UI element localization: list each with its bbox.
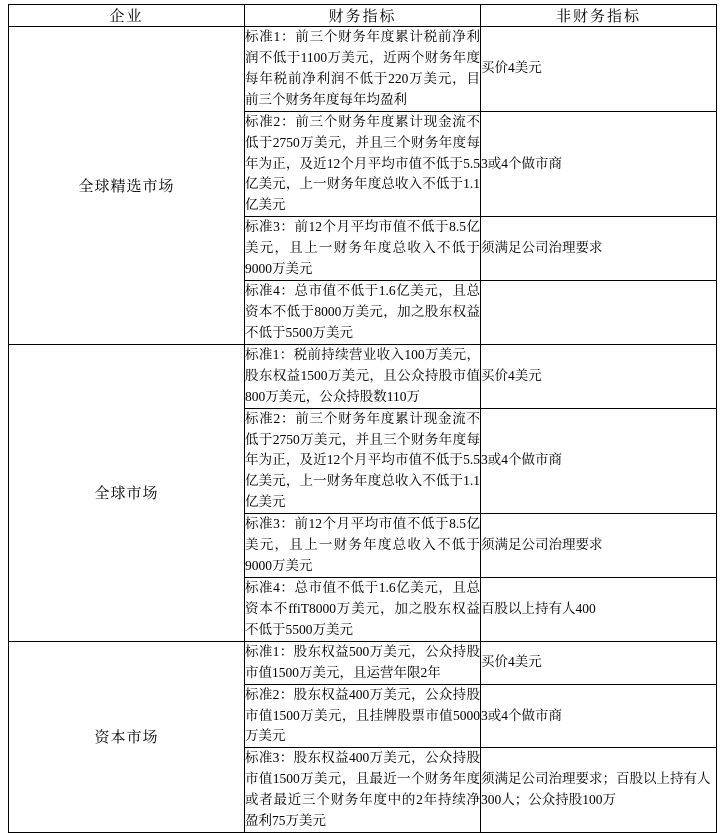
- nonfinancial-cell: 须满足公司治理要求: [481, 217, 717, 281]
- nonfinancial-cell: [481, 281, 717, 345]
- header-financial-label: 财务指标: [328, 9, 397, 25]
- listing-requirements-table: [8, 4, 717, 833]
- table-row: [9, 641, 717, 684]
- nonfinancial-cell: 3或4个做市商: [481, 684, 717, 748]
- table-header-row: [9, 5, 717, 27]
- header-nonfinancial: [481, 5, 717, 27]
- nonfinancial-cell: 买价4美元: [481, 344, 717, 408]
- market-name-global-select: 全球精选市场: [9, 27, 245, 345]
- criteria-cell: 标准3：前12个月平均市值不低于8.5亿美元，且上一财务年度总收入不低于9000万美元: [245, 217, 481, 281]
- market-name-global: 全球市场: [9, 344, 245, 641]
- header-financial: [245, 5, 481, 27]
- criteria-cell: 标准1：前三个财务年度累计税前净利润不低于1100万美元，近两个财务年度每年税前净利润不低于220万美元，目前三个财务年度每年均盈利: [245, 27, 481, 112]
- criteria-cell: 标准3：股东权益400万美元，公众持股市值1500万美元，且最近一个财务年度或者最近三个财务年度中的2年持续净盈利75万美元: [245, 748, 481, 833]
- header-company: [9, 5, 245, 27]
- nonfinancial-cell: 买价4美元: [481, 641, 717, 684]
- criteria-cell: 标准1：股东权益500万美元，公众持股市值1500万美元，且运营年限2年: [245, 641, 481, 684]
- criteria-cell: 标准2：股东权益400万美元，公众持股市值1500万美元，且挂牌股票市值5000万美元: [245, 684, 481, 748]
- nonfinancial-cell: 3或4个做市商: [481, 111, 717, 217]
- nonfinancial-cell: 须满足公司治理要求: [481, 514, 717, 578]
- nonfinancial-cell: 百股以上持有人400: [481, 577, 717, 641]
- criteria-cell: 标准4：总市值不低于1.6亿美元，且总资本不低于8000万美元，加之股东权益不低于5500万美元: [245, 281, 481, 345]
- header-company-label: 企业: [109, 9, 144, 25]
- nonfinancial-cell: 买价4美元: [481, 27, 717, 112]
- criteria-cell: 标准4：总市值不低于1.6亿美元，且总资本不ffiT8000万美元，加之股东权益不低于5500万美元: [245, 577, 481, 641]
- criteria-cell: 标准3：前12个月平均市值不低于8.5亿美元，且上一财务年度总收入不低于9000万美元: [245, 514, 481, 578]
- criteria-cell: 标准2：前三个财务年度累计现金流不低于2750万美元，并且三个财务年度每年为正，及近12个月平均市值不低于5.5亿美元，上一财务年度总收入不低于1.1亿美元: [245, 111, 481, 217]
- table-row: [9, 27, 717, 112]
- criteria-cell: 标准1：税前持续营业收入100万美元，股东权益1500万美元，且公众持股市值800万美元，公众持股数110万: [245, 344, 481, 408]
- table-row: [9, 344, 717, 408]
- market-name-capital: 资本市场: [9, 641, 245, 832]
- nonfinancial-cell: 须满足公司治理要求；百股以上持有人300人；公众持股100万: [481, 748, 717, 833]
- criteria-cell: 标准2：前三个财务年度累计现金流不低于2750万美元，并且三个财务年度每年为正，及近12个月平均市值不低于5.5亿美元，上一财务年度总收入不低于1.1亿美元: [245, 408, 481, 514]
- nonfinancial-cell: 3或4个做市商: [481, 408, 717, 514]
- header-nonfinancial-label: 非财务指标: [555, 9, 641, 25]
